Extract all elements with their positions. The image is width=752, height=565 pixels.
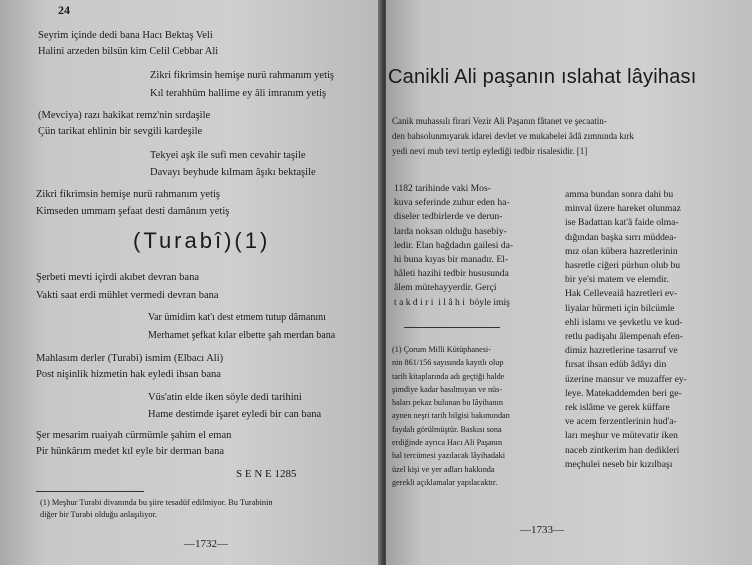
verse-line: Tekyei aşk ile sufi men cevahir taşile [150,150,306,161]
verse-line: Halini arzeden bilsün kim Celil Cebbar Ali [38,46,219,57]
turabi-heading: (Turabî)(1) [133,228,271,253]
verse-line: Kıl terahhüm hallime ey âli imranım yetiş [150,88,327,99]
intro-paragraph: Canik muhassılı firari Vezir Ali Paşanın fâtanet ve şecaatin- den bahsolunmıyarak idarei devlet ve mukabelei âdâ zımnında kırk yedi nevi mub tevi tertip eylediği tedbir risalesidir. [1] [392,116,634,156]
footnote-rule [36,491,144,492]
verse-line: Pir hünkârım medet kıl eyle bir derman bana [36,446,225,457]
verse-line: Davayı beyhude kılmam âşıkı bektaşile [150,167,316,178]
verse-line: Vakti saat erdi mühlet vermedi devran bana [36,290,219,301]
verse-line: Post nişinlik hizmetin hak eyledi ihsan bana [36,369,221,380]
verse-line: Çün tarikat ehlinin bir sevgili kardeşile [38,126,203,137]
verse-line: Şer mesarim ruaiyah cürmümle şahim el eman [36,430,232,441]
verse-line: Mahlasım derler (Turabi) ismim (Elbacı Ali) [36,353,224,364]
footnote-rule [404,327,500,328]
verse-line: Var ümidim kat'ı dest etmem tutup dâmanını [148,312,326,323]
column-footnote: (1) Çorum Milli Kütüphanesi- nin 861/156 sayısında kayıtlı olup tarih kitaplarında adı geçtiği halde şimdiye kadar basılmıyan ve nüs- haları pekaz bulunan bu lâyihanın aynen neşri tarih bilgisi bakımından faydalı görülmüştür. Baskısı sona erdiğinde ayrıca Hacı Ali Paşanın hal tercümesi yazılacak lâyihadaki üzel kişi ve yer adları hakkında gerekli açıklamalar yapılacaktır. [392,345,510,487]
footnote: (1) Meşhur Turabi divanında bu şiire tesadüf edilmiyor. Bu Turabinin diğer bir Turabi olduğu anlaşılıyor. [40,498,273,519]
verse-line: Hame destimde işaret eyledi bir can bana [148,409,322,420]
column-left-text: 1182 tarihinde vaki Mos- kuva seferinde zuhur eden ha- diseler tedbirlerde ve derun- larda noksan olduğu hasebiy- ledir. Elan bağdadın gailesi da- hi buna kıyas bir manadır. El- hâleti hazihi tedbir hususunda âlem mütehayyerdir. Gerçi t a k d i r i i l â h i böyle imiş [394,183,514,308]
verse-line: Seyrim içinde dedi bana Hacı Bektaş Veli [38,30,213,41]
page-number-top: 24 [58,3,70,17]
verse-line: Vüs'atin elde iken söyle dedi tarihini [148,392,302,403]
column-right-text: amma bundan sonra dahi bu minval üzere hareket olunmaz ise Badattan kat'â faide olma- dığından başka sırrı müddea- mız olan kübera hazretlerinin hasretle ciğeri pürhun olub bu bir ye'si matem ve elemdir. Hak Celleveaiâ hazretleri ev- liyalar hürmeti için bilcümle ehli islamı ve şevketlu ve kud- retlu padişahı âlempenah efen- dimiz hazretlerine tasarruf ve fırsat ihsan edüb âdâyı din üzerine mansur ve muzaffer ey- leye. Matekaddemden beri ge- rek islâme ve gerek küffare ve acem ferzentlerinin hud'a- ları meşhur ve mütevatir iken naceb zintkerim han dedikleri meçhulei neseb bir kızılbaşı [565,189,687,470]
verse-line: (Mevciya) razı hakikat remz'nin sırdaşile [38,110,211,121]
sene-date: S E N E 1285 [236,468,297,480]
verse-line: Merhamet şefkat kılar elbette şah merdan bana [148,330,336,341]
page-number-bottom: —1733— [520,524,564,536]
page-number-bottom: —1732— [184,538,228,550]
article-title: Canikli Ali paşanın ıslahat lâyihası [388,66,697,88]
verse-line: Zikri fikrimsin hemişe nurü rahmanım yetiş [36,189,221,200]
verse-line: Zikri fikrimsin hemişe nurü rahmanım yetiş [150,70,335,81]
verse-line: Kimseden ummam şefaat desti damânım yetiş [36,206,230,217]
verse-line: Şerbeti mevti içirdi akıbet devran bana [36,272,199,283]
